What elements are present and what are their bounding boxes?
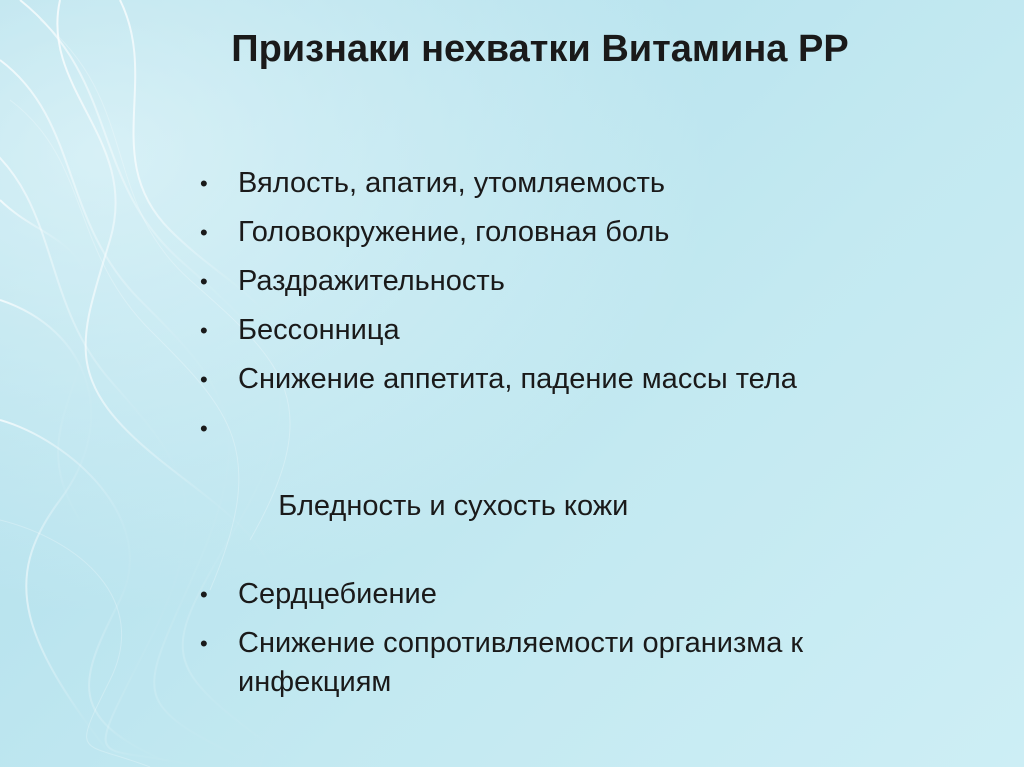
list-item-text: Головокружение, головная боль [238, 216, 670, 248]
bullet-icon: • [200, 318, 208, 343]
bullet-icon: • [200, 582, 208, 607]
list-item [200, 624, 928, 702]
list-item-text: Сердцебиение [238, 578, 437, 610]
bullet-icon: • [200, 367, 208, 392]
bullet-list [200, 164, 920, 712]
list-item [200, 262, 920, 301]
bullet-icon: • [200, 416, 208, 441]
list-item [200, 164, 920, 203]
list-item [200, 360, 828, 399]
list-item-text: Бледность и сухость кожи [270, 490, 629, 522]
list-item [200, 213, 920, 252]
list-item-text: Снижение сопротивляемости организма к инфекциям [238, 627, 804, 698]
list-item [200, 575, 920, 614]
list-item-text: Вялость, апатия, утомляемость [238, 167, 665, 199]
bullet-icon: • [200, 171, 208, 196]
list-item-text: Снижение аппетита, падение массы тела [238, 363, 797, 395]
bullet-icon: • [200, 220, 208, 245]
bullet-icon: • [200, 269, 208, 294]
slide-title: Признаки нехватки Витамина РР [231, 28, 849, 70]
bullet-icon: • [200, 631, 208, 656]
list-item [200, 311, 920, 350]
list-item-text: Раздражительность [238, 265, 505, 297]
list-item-text: Бессонница [238, 314, 400, 346]
list-item [200, 409, 920, 565]
